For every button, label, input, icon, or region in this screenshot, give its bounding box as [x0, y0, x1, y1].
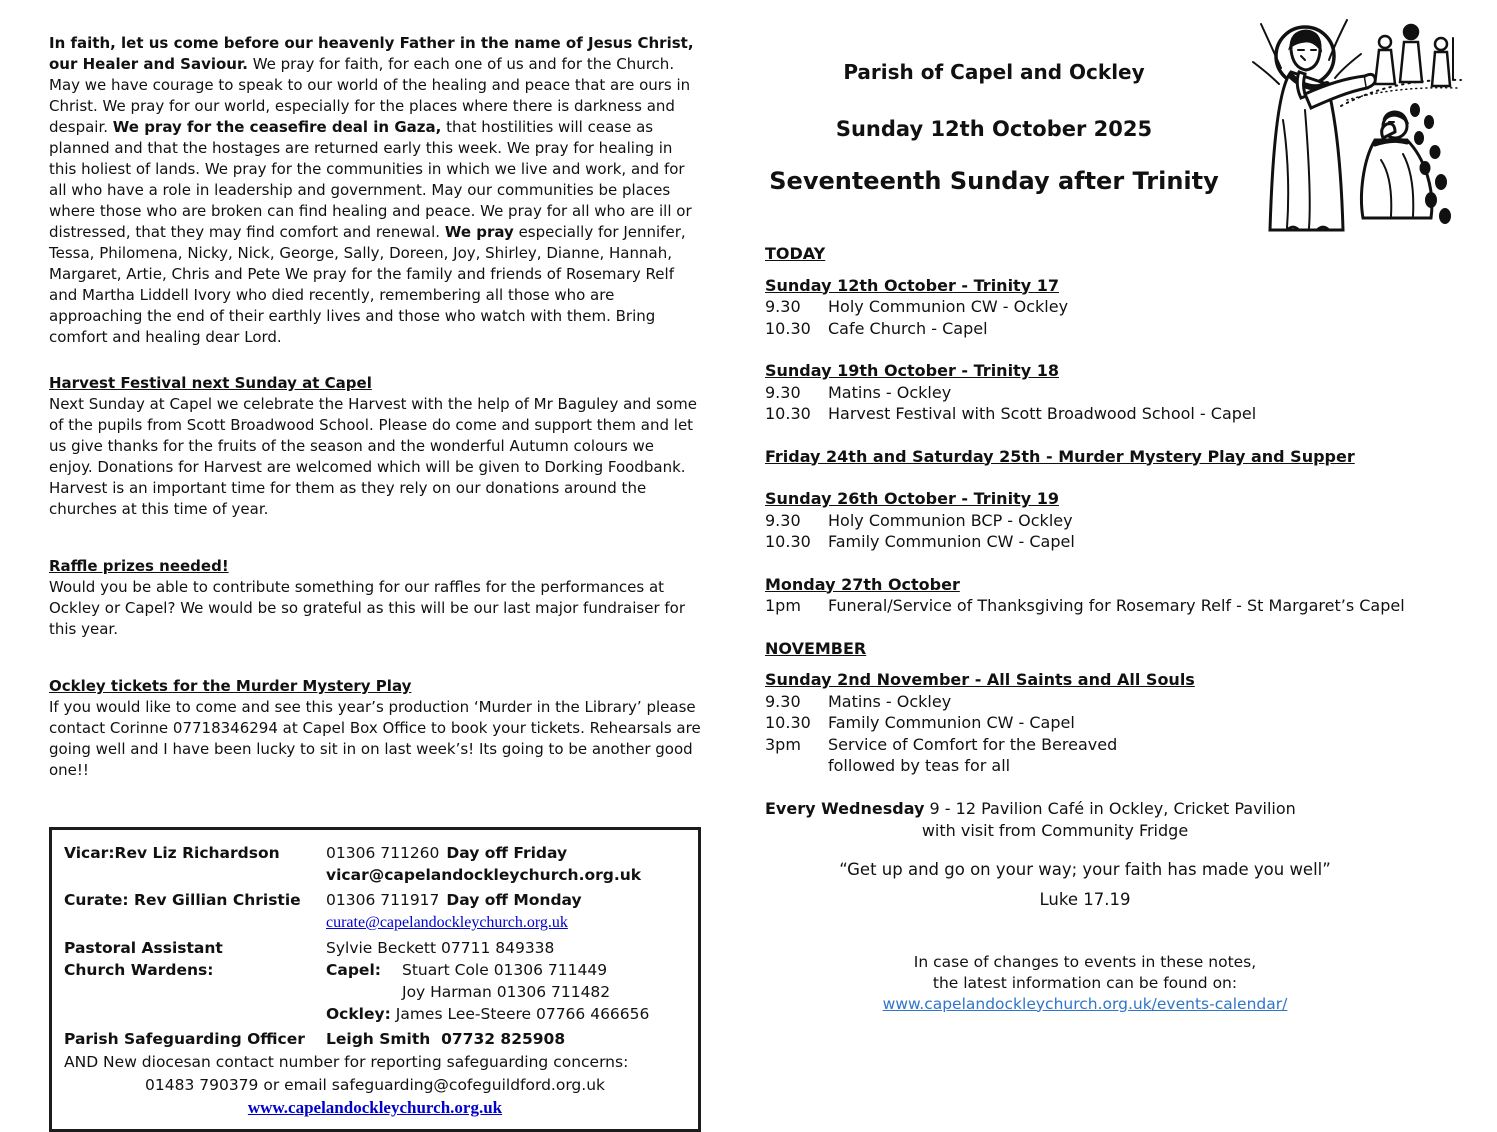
- month-title: TODAY: [765, 244, 826, 263]
- event-time: 9.30: [765, 382, 801, 402]
- vicar-phone: 01306 711260: [326, 844, 440, 862]
- event-group: [765, 360, 1470, 425]
- contact-info-box: [49, 827, 701, 1132]
- jesus-healing-clipart-image: [1243, 10, 1465, 240]
- event-title: Friday 24th and Saturday 25th - Murder Mystery Play and Supper: [765, 446, 1355, 466]
- event-time: 10.30: [765, 318, 811, 338]
- schedule-row: [765, 734, 1470, 756]
- diocesan-line: AND New diocesan contact number for reporting safeguarding concerns:: [64, 1053, 629, 1071]
- section-heading: Ockley tickets for the Murder Mystery Play: [49, 677, 412, 695]
- church-website-link[interactable]: www.capelandockleychurch.org.uk: [247, 1098, 503, 1117]
- pastoral-value: Sylvie Beckett 07711 849338: [326, 939, 555, 957]
- schedule-row: [765, 403, 1470, 425]
- event-text: Harvest Festival with Scott Broadwood School - Capel: [828, 404, 1257, 423]
- website-line: [64, 1097, 686, 1119]
- safeguarding-label: Parish Safeguarding Officer: [64, 1030, 305, 1048]
- curate-email-line: [326, 911, 686, 934]
- section-body: Next Sunday at Capel we celebrate the Harvest with the help of Mr Baguley and some of the pupils from Scott Broadwood School. Please do come and support them and let us give thanks for the fruits of the season and the wonderful Autumn colours we enjoy. Donations for Harvest are welcomed which will be given to Dorking Foodbank. Harvest is an important time for them as they rely on our donations around the churches at this time of year.: [49, 395, 697, 518]
- section-body: Would you be able to contribute something for our raffles for the performances at Ockley or Capel? We would be so grateful as this will be our last major fundraiser for this year.: [49, 578, 685, 638]
- footer-note: [765, 952, 1405, 1015]
- event-group: [765, 574, 1470, 617]
- contact-row-safeguarding: [64, 1028, 686, 1050]
- section-ockley-tickets: [49, 676, 701, 781]
- header-block: [765, 0, 1470, 243]
- footer-line-1: In case of changes to events in these notes,: [913, 952, 1257, 971]
- section-heading: Raffle prizes needed!: [49, 557, 229, 575]
- left-column: [49, 33, 701, 1132]
- schedule-row: [765, 531, 1470, 553]
- every-wednesday-line1: [765, 798, 1470, 820]
- events-calendar-link[interactable]: www.capelandockleychurch.org.uk/events-calendar/: [882, 994, 1288, 1013]
- vicar-value: [326, 842, 686, 886]
- event-group: [765, 669, 1470, 777]
- curate-dayoff: Day off Monday: [446, 891, 582, 909]
- curate-phone: 01306 711917: [326, 891, 440, 909]
- curate-phone-line: [326, 889, 686, 911]
- prayer-text-1: We pray for faith, for each one of us and for the Church. May we have courage to speak to our world of the healing and peace that are ours in Christ. We pray for our world, especially for the places where there is darkness and despair.: [49, 55, 691, 136]
- event-group: [765, 488, 1470, 553]
- prayer-bold-2: We pray for the ceasefire deal in Gaza,: [112, 118, 442, 136]
- vicar-label: Vicar:Rev Liz Richardson: [64, 844, 280, 862]
- schedule-row: [765, 691, 1470, 713]
- capel-label: Capel:: [326, 961, 381, 979]
- wardens-value: [326, 959, 686, 1025]
- schedule-row: [765, 296, 1470, 318]
- prayer-text-3: especially for Jennifer, Tessa, Philomena, Nicky, Nick, George, Sally, Doreen, Joy, Shirley, Dianne, Hannah, Margaret, Artie, Chris and Pete We pray for the family and friends of Rosemary Relf and Martha Liddell Ivory who died recently, remembering all those who are approaching the end of their earthly lives and those who watch with them. Bring comfort and healing dear Lord.: [49, 223, 686, 346]
- event-title: Sunday 26th October - Trinity 19: [765, 489, 1059, 508]
- service-schedule: [765, 243, 1470, 777]
- schedule-row: [765, 382, 1470, 404]
- ockley-warden-row: [326, 1003, 686, 1025]
- event-title: Sunday 2nd November - All Saints and All Souls: [765, 670, 1195, 689]
- prayer-paragraph: [49, 33, 701, 348]
- diocesan-contact: 01483 790379 or email safeguarding@cofeguildford.org.uk: [145, 1076, 605, 1094]
- pastoral-label: Pastoral Assistant: [64, 939, 223, 957]
- curate-email-link[interactable]: curate@capelandockleychurch.org.uk: [326, 914, 568, 931]
- contact-row-pastoral: [64, 937, 686, 959]
- month-title: NOVEMBER: [765, 638, 867, 658]
- ockley-label: Ockley:: [326, 1005, 391, 1023]
- event-title: Monday 27th October: [765, 574, 960, 594]
- event-text: Family Communion CW - Capel: [828, 713, 1075, 732]
- footer-line-2: the latest information can be found on:: [932, 973, 1238, 992]
- section-harvest-festival: [49, 373, 701, 520]
- event-text: Service of Comfort for the Bereaved: [828, 734, 1118, 754]
- month-header: [765, 243, 1470, 265]
- every-wednesday-note: [765, 798, 1470, 842]
- every-wednesday-bold: Every Wednesday: [765, 798, 925, 818]
- event-text: Funeral/Service of Thanksgiving for Rosemary Relf - St Margaret’s Capel: [828, 596, 1405, 615]
- every-wednesday-line2: with visit from Community Fridge: [921, 820, 1189, 840]
- event-time: 1pm: [765, 596, 801, 615]
- event-text: Matins - Ockley: [828, 691, 952, 711]
- curate-value: [326, 889, 686, 934]
- capel-warden-row: [326, 959, 686, 981]
- schedule-row: [765, 510, 1470, 532]
- event-text: Matins - Ockley: [828, 382, 952, 402]
- vicar-phone-line: [326, 842, 686, 864]
- event-time: 10.30: [765, 404, 811, 423]
- event-text-continued: followed by teas for all: [828, 756, 1011, 775]
- contact-row-curate: [64, 889, 686, 934]
- vicar-email: vicar@capelandockleychurch.org.uk: [326, 866, 642, 884]
- section-raffle-prizes: [49, 556, 701, 640]
- event-time: 10.30: [765, 713, 811, 732]
- footer-link-line: [765, 994, 1405, 1015]
- contact-row-vicar: [64, 842, 686, 886]
- event-time: 9.30: [765, 691, 801, 711]
- ockley-warden: James Lee-Steere 07766 466656: [395, 1005, 650, 1023]
- event-time: 9.30: [765, 297, 801, 316]
- event-time: 9.30: [765, 510, 801, 530]
- right-column: [765, 0, 1470, 1015]
- event-text: Family Communion CW - Capel: [828, 532, 1075, 551]
- event-group: [765, 446, 1470, 468]
- curate-label: Curate: Rev Gillian Christie: [64, 891, 301, 909]
- issue-date: Sunday 12th October 2025: [835, 117, 1153, 141]
- contact-row-wardens: [64, 959, 686, 1025]
- wardens-label: Church Wardens:: [64, 961, 214, 979]
- section-heading: Harvest Festival next Sunday at Capel: [49, 374, 372, 392]
- schedule-row: [765, 712, 1470, 734]
- event-text: Holy Communion CW - Ockley: [828, 297, 1069, 316]
- section-body: If you would like to come and see this year’s production ‘Murder in the Library’ please contact Corinne 07718346294 at Capel Box Office to book your tickets. Rehearsals are going well and I have been lucky to sit in on last week’s! Its going to be another good one!!: [49, 698, 701, 779]
- parish-title: Parish of Capel and Ockley: [843, 60, 1145, 84]
- scripture-quote: “Get up and go on your way; your faith has made you well”: [839, 859, 1331, 879]
- event-text: Holy Communion BCP - Ockley: [828, 510, 1073, 530]
- event-text: Cafe Church - Capel: [828, 318, 988, 338]
- event-title: Sunday 12th October - Trinity 17: [765, 275, 1059, 295]
- header-text: [765, 60, 1223, 195]
- every-wednesday-text: 9 - 12 Pavilion Café in Ockley, Cricket Pavilion: [924, 798, 1296, 818]
- prayer-bold-3: We pray: [444, 223, 514, 241]
- scripture-quote-block: [765, 859, 1405, 911]
- safeguarding-value: Leigh Smith 07732 825908: [326, 1030, 566, 1048]
- schedule-row: [765, 318, 1470, 340]
- prayer-text-2: that hostilities will cease as planned and that the hostages are returned early this week. We pray for healing in this holiest of lands. We pray for the communities in which we live and work, and for all who have a role in leadership and government. May our communities be places where those who are broken can find healing and peace. We pray for all who are ill or distressed, that they may find comfort and renewal.: [49, 118, 692, 241]
- prayer-bold-1: In faith, let us come before our heavenly Father in the name of Jesus Christ, our Healer and Saviour.: [49, 34, 694, 73]
- event-title: Sunday 19th October - Trinity 18: [765, 361, 1059, 380]
- capel-warden-2: Joy Harman 01306 711482: [402, 983, 611, 1001]
- vicar-dayoff: Day off Friday: [446, 844, 568, 862]
- sunday-title: Seventeenth Sunday after Trinity: [769, 167, 1219, 195]
- capel-warden-1: Stuart Cole 01306 711449: [402, 961, 608, 979]
- event-group: [765, 275, 1470, 340]
- month-header: [765, 638, 1470, 660]
- event-time: 3pm: [765, 734, 801, 754]
- scripture-reference: Luke 17.19: [1039, 889, 1131, 909]
- schedule-row: [765, 595, 1470, 617]
- event-time: 10.30: [765, 532, 811, 551]
